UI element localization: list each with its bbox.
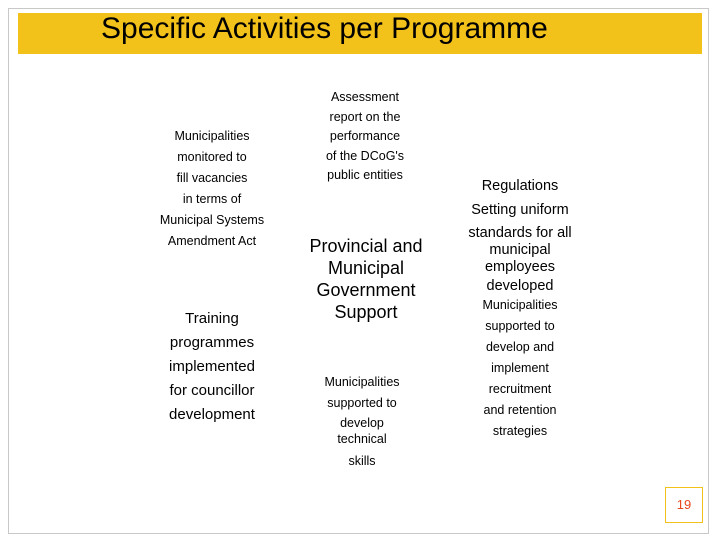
item-line: municipal <box>489 242 551 258</box>
item-line: Municipalities <box>482 298 558 312</box>
item-line: Assessment <box>330 90 400 104</box>
item-line: Municipal Systems <box>159 213 265 227</box>
item-line: supported to <box>327 396 397 410</box>
item-regulations <box>450 174 590 296</box>
item-line: report on the <box>329 109 401 124</box>
item-line: skills <box>348 454 376 468</box>
item-line: Amendment Act <box>167 234 257 248</box>
item-line: for councillor <box>169 382 255 399</box>
item-line: strategies <box>492 424 548 438</box>
item-line: technical <box>337 432 387 446</box>
item-technical-skills <box>302 372 422 477</box>
center-line: Provincial and <box>309 236 423 256</box>
center-line: Municipal <box>327 258 405 278</box>
slide-title: Specific Activities per Programme <box>101 12 548 45</box>
item-line: Municipalities <box>324 375 400 389</box>
item-line: implemented <box>169 358 255 375</box>
item-line: Municipalities <box>174 129 250 143</box>
item-line: standards for all <box>468 225 572 241</box>
item-line: recruitment <box>488 382 552 396</box>
item-line: performance <box>329 129 401 143</box>
item-line: Regulations <box>481 178 559 194</box>
item-recruitment <box>460 295 580 442</box>
page-number: 19 <box>665 487 703 523</box>
item-line: develop <box>340 416 384 430</box>
item-line: public entities <box>327 168 403 182</box>
center-line: Support <box>334 302 398 322</box>
center-line: Government <box>316 280 416 300</box>
item-fill-vacancies <box>142 126 282 252</box>
item-line: implement <box>491 361 549 375</box>
item-assessment-report <box>305 88 425 186</box>
item-line: of the DCoG's <box>325 148 405 163</box>
item-training <box>142 307 282 427</box>
item-line: Setting uniform <box>471 202 569 218</box>
item-line: in terms of <box>182 192 242 206</box>
item-line: developed <box>486 278 554 294</box>
item-line: and retention <box>483 403 557 417</box>
item-line: Training <box>185 310 239 327</box>
item-line: monitored to <box>177 150 247 164</box>
item-line: fill vacancies <box>176 171 248 185</box>
item-line: development <box>169 406 255 423</box>
item-line: programmes <box>169 334 255 351</box>
item-line: employees <box>484 259 556 275</box>
center-programme <box>290 235 442 323</box>
item-line: supported to <box>485 319 555 333</box>
item-line: develop and <box>485 340 555 354</box>
